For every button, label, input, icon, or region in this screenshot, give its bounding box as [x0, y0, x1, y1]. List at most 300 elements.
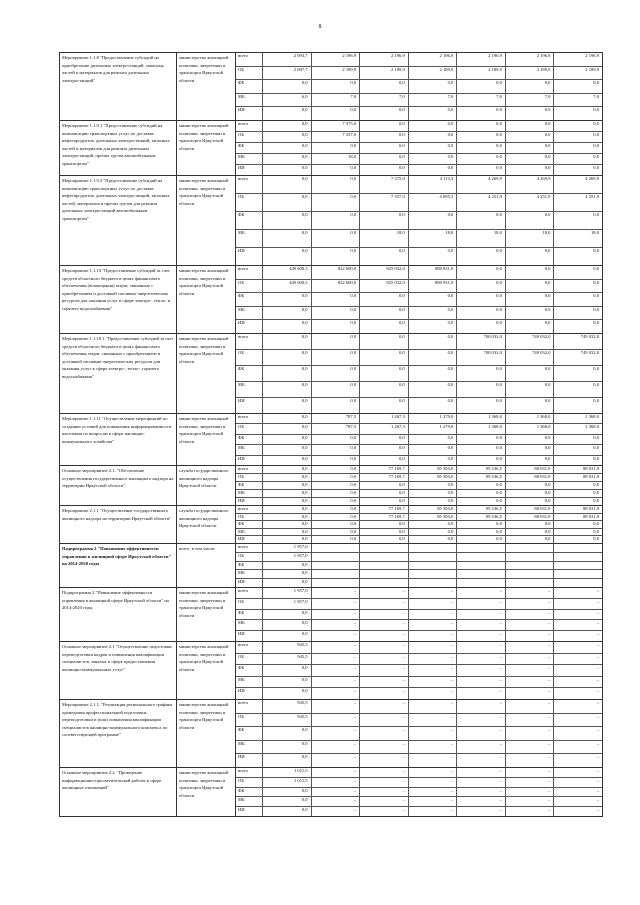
- amount-cell: 0,0: [506, 248, 555, 265]
- amount-cell: –: [506, 688, 555, 699]
- page-number: 8: [318, 24, 322, 30]
- amount-cell: 449 600,3: [263, 280, 312, 293]
- amount-cell: –: [506, 588, 555, 598]
- amount-cell: 1 368,0: [457, 424, 506, 433]
- amount-cell: 0,0: [457, 445, 506, 454]
- funding-row: [236, 80, 602, 94]
- funding-row: [236, 466, 602, 474]
- amount-cell: 0,0: [312, 80, 361, 93]
- amount-cell: –: [312, 778, 361, 787]
- amount-cell: 0,0: [409, 382, 458, 397]
- amount-cell: 7,0: [360, 94, 409, 107]
- amount-cell: 0,0: [506, 132, 555, 142]
- amount-cell: 0,0: [263, 688, 312, 699]
- amount-cell: –: [409, 797, 458, 806]
- amount-cell: 0,0: [263, 435, 312, 444]
- funding-source: ОБ: [236, 514, 263, 521]
- amount-cell: –: [312, 797, 361, 806]
- amount-cell: –: [409, 677, 458, 688]
- amount-cell: 7 357,0: [312, 132, 361, 142]
- funding-source: ФБ: [236, 610, 263, 620]
- amount-cell: 2 196,9: [585, 53, 600, 58]
- amount-cell: –: [506, 768, 555, 777]
- amount-cell: –: [596, 787, 600, 793]
- funding-source: всего: [236, 414, 263, 423]
- amount-cell: 0,0: [263, 631, 312, 641]
- amount-cell: 0,0: [263, 562, 312, 570]
- amount-cell: 0,0: [593, 279, 600, 285]
- funding-row: [236, 665, 602, 677]
- amount-cell: –: [506, 778, 555, 787]
- amount-cell: –: [360, 620, 409, 630]
- amount-cell: 0,0: [506, 366, 555, 381]
- amount-cell: 4 251,9: [506, 194, 555, 211]
- amount-cell: 1 279,0: [409, 424, 458, 433]
- amount-cell: 0,0: [360, 521, 409, 528]
- amount-cell: [360, 570, 409, 578]
- amount-cell: 0,0: [263, 474, 312, 481]
- amount-cell: 2 189,9: [585, 66, 600, 72]
- funding-row: [236, 797, 602, 807]
- funding-source: ИИ: [236, 688, 263, 699]
- funding-row: [236, 53, 602, 67]
- amount-cell: 0,0: [312, 248, 361, 265]
- amount-cell: 2 189,9: [506, 67, 555, 80]
- amount-cell: 0,0: [506, 490, 555, 497]
- amount-cell: 0,0: [263, 490, 312, 497]
- amount-cell: 0,0: [263, 741, 312, 754]
- amount-cell: –: [596, 631, 600, 637]
- amount-cell: –: [409, 778, 458, 787]
- amount-cell: 0,0: [409, 334, 458, 349]
- amount-cell: 7,0: [457, 94, 506, 107]
- amount-cell: –: [409, 788, 458, 797]
- amount-cell: –: [312, 768, 361, 777]
- amount-cell: 0,0: [312, 514, 361, 521]
- amount-cell: –: [360, 700, 409, 713]
- amount-cell: 0,0: [312, 350, 361, 365]
- amount-cell: [506, 553, 555, 561]
- funding-row: [236, 490, 602, 498]
- funding-row: [236, 768, 602, 778]
- amount-cell: 0,0: [506, 482, 555, 489]
- amount-cell: 0,0: [409, 529, 458, 536]
- amount-cell: 749 032,0: [506, 350, 555, 365]
- amount-cell: –: [360, 631, 409, 641]
- amount-cell: –: [596, 642, 600, 647]
- amount-cell: 749 032,0: [580, 334, 600, 339]
- measure-block: [59, 413, 603, 465]
- funding-source: ФБ: [236, 665, 263, 676]
- amount-cell: 0,0: [506, 456, 555, 465]
- amount-cell: [312, 579, 361, 587]
- amount-cell: 0,0: [263, 570, 312, 578]
- funding-row: [236, 398, 602, 413]
- measure-block: [59, 333, 603, 413]
- amount-cell: 18,0: [312, 154, 361, 164]
- amount-cell: 0,0: [593, 528, 600, 534]
- amount-cell: 1 368,0: [585, 414, 600, 419]
- funding-row: [236, 553, 602, 562]
- amount-cell: 0,0: [312, 506, 361, 513]
- amount-cell: 0,0: [593, 165, 600, 170]
- amount-cell: 2 196,9: [312, 53, 361, 66]
- amount-cell: 825 032,0: [360, 280, 409, 293]
- amount-cell: 0,0: [506, 320, 555, 333]
- amount-cell: 7,0: [409, 94, 458, 107]
- amount-cell: 0,0: [409, 320, 458, 333]
- amount-cell: 77 169,7: [360, 506, 409, 513]
- amount-cell: –: [409, 654, 458, 665]
- amount-cell: –: [312, 677, 361, 688]
- amount-cell: 0,0: [263, 514, 312, 521]
- amount-cell: 0,0: [506, 521, 555, 528]
- amount-cell: 700 032,0: [457, 334, 506, 349]
- amount-cell: 0,0: [457, 536, 506, 543]
- funding-row: [236, 107, 602, 120]
- amount-cell: 0,0: [409, 482, 458, 489]
- amount-cell: 0,0: [263, 382, 312, 397]
- amount-cell: 0,0: [263, 366, 312, 381]
- amount-cell: 88 031,9: [582, 506, 600, 511]
- amount-cell: 0,0: [409, 398, 458, 413]
- amount-cell: 4 095,3: [409, 194, 458, 211]
- amount-cell: 0,0: [409, 490, 458, 497]
- amount-cell: 0,0: [593, 306, 600, 312]
- amount-cell: 6,0: [263, 94, 312, 107]
- amount-cell: 0,0: [312, 398, 361, 413]
- amount-cell: –: [506, 807, 555, 816]
- funding-row: [236, 132, 602, 143]
- amount-cell: 0,0: [457, 293, 506, 306]
- funding-row: [236, 506, 602, 514]
- amount-cell: 0,0: [312, 230, 361, 247]
- measure-block: [59, 767, 603, 817]
- amount-cell: 2 196,9: [506, 53, 555, 66]
- amount-cell: 4 269,9: [585, 176, 600, 181]
- responsible-executor: министерство жилищной политики, энергетики и транспорта Иркутской области: [177, 266, 236, 333]
- funding-source: ФБ: [236, 521, 263, 528]
- amount-cell: –: [457, 768, 506, 777]
- amount-cell: 0,0: [457, 398, 506, 413]
- amount-cell: 85 393,0: [409, 474, 458, 481]
- amount-cell: –: [360, 807, 409, 816]
- amount-cell: 0,0: [263, 807, 312, 816]
- funding-row: [236, 754, 602, 767]
- amount-cell: –: [360, 677, 409, 688]
- funding-source: всего: [236, 544, 263, 552]
- amount-cell: –: [457, 677, 506, 688]
- funding-row: [236, 212, 602, 230]
- amount-cell: 0,0: [593, 293, 600, 299]
- amount-cell: –: [409, 727, 458, 740]
- amount-cell: [554, 562, 602, 570]
- amount-cell: 0,0: [593, 212, 600, 217]
- amount-cell: –: [312, 642, 361, 653]
- amount-cell: 822 600,0: [312, 280, 361, 293]
- amount-cell: 4 269,9: [506, 176, 555, 193]
- amount-cell: 0,0: [312, 498, 361, 505]
- amount-cell: –: [457, 688, 506, 699]
- amount-cell: 0,0: [457, 107, 506, 120]
- amount-cell: [312, 562, 361, 570]
- amount-cell: 449 600,3: [263, 266, 312, 279]
- amount-cell: 18,0: [457, 230, 506, 247]
- amount-cell: 888 931,9: [409, 266, 458, 279]
- amount-cell: 0,0: [506, 398, 555, 413]
- amount-cell: 0,0: [506, 107, 555, 120]
- amount-cell: –: [506, 665, 555, 676]
- funding-row: [236, 248, 602, 265]
- amount-cell: 0,0: [457, 154, 506, 164]
- funding-row: [236, 588, 602, 599]
- amount-cell: –: [409, 768, 458, 777]
- amount-cell: 700 032,0: [457, 350, 506, 365]
- amount-cell: 0,0: [457, 80, 506, 93]
- amount-cell: [457, 570, 506, 578]
- amount-cell: –: [457, 727, 506, 740]
- amount-cell: 0,0: [312, 456, 361, 465]
- amount-cell: 0,0: [312, 307, 361, 320]
- amount-cell: 99 536,5: [457, 474, 506, 481]
- amount-cell: 0,0: [312, 536, 361, 543]
- amount-cell: –: [409, 610, 458, 620]
- funding-source: ИИ: [236, 107, 263, 120]
- amount-cell: 0,0: [506, 435, 555, 444]
- amount-cell: 0,0: [360, 143, 409, 153]
- amount-cell: 85 393,0: [409, 506, 458, 513]
- funding-row: [236, 620, 602, 631]
- amount-cell: 0,0: [593, 434, 600, 440]
- amount-cell: 0,0: [360, 536, 409, 543]
- amount-cell: 0,0: [360, 529, 409, 536]
- amount-cell: 7 375,0: [312, 121, 361, 131]
- funding-row: [236, 266, 602, 280]
- amount-cell: 0,0: [457, 320, 506, 333]
- amount-cell: –: [409, 754, 458, 767]
- amount-cell: –: [596, 676, 600, 682]
- amount-cell: –: [506, 788, 555, 797]
- funding-row: [236, 642, 602, 654]
- amount-cell: 0,0: [506, 212, 555, 229]
- responsible-executor: министерство жилищной политики, энергетики и транспорта Иркутской области: [177, 642, 236, 699]
- amount-cell: 0,0: [263, 80, 312, 93]
- funding-row: [236, 579, 602, 587]
- amount-cell: [457, 562, 506, 570]
- funding-source: ФБ: [236, 727, 263, 740]
- amount-cell: 7 357,0: [360, 194, 409, 211]
- amount-cell: –: [596, 740, 600, 746]
- funding-row: [236, 700, 602, 714]
- amount-cell: 2 189,9: [409, 67, 458, 80]
- amount-cell: 2 189,9: [360, 67, 409, 80]
- funding-row: [236, 570, 602, 579]
- amount-cell: 0,0: [457, 248, 506, 265]
- amount-cell: 0,0: [360, 293, 409, 306]
- amount-cell: 0,0: [263, 132, 312, 142]
- amount-cell: [457, 579, 506, 587]
- amount-cell: 825 032,0: [360, 266, 409, 279]
- amount-cell: –: [506, 797, 555, 806]
- amount-cell: 0,0: [312, 529, 361, 536]
- amount-cell: 0,0: [409, 132, 458, 142]
- funding-source: всего: [236, 768, 263, 777]
- amount-cell: 7 375,0: [360, 176, 409, 193]
- amount-cell: 0,0: [409, 212, 458, 229]
- amount-cell: 0,0: [593, 498, 600, 503]
- responsible-executor: министерство жилищной политики, энергетики и транспорта Иркутской области: [177, 700, 236, 767]
- amount-cell: 0,0: [593, 266, 600, 271]
- amount-cell: –: [360, 714, 409, 727]
- amount-cell: [409, 570, 458, 578]
- amount-cell: –: [360, 788, 409, 797]
- funding-source: ИИ: [236, 320, 263, 333]
- amount-cell: 0,0: [312, 482, 361, 489]
- amount-cell: 4 251,9: [457, 194, 506, 211]
- amount-cell: 787,5: [312, 414, 361, 423]
- funding-row: [236, 631, 602, 641]
- amount-cell: 0,0: [457, 307, 506, 320]
- funding-source: ОБ: [236, 194, 263, 211]
- amount-cell: –: [457, 797, 506, 806]
- amount-cell: 787,5: [312, 424, 361, 433]
- amount-cell: 0,0: [593, 536, 600, 542]
- funding-source: ФБ: [236, 562, 263, 570]
- funding-row: [236, 677, 602, 689]
- amount-cell: –: [457, 631, 506, 641]
- amount-cell: 1 011,5: [263, 778, 312, 787]
- amount-cell: 0,0: [312, 212, 361, 229]
- amount-cell: 0,0: [263, 424, 312, 433]
- funding-row: [236, 414, 602, 424]
- amount-cell: 0,0: [360, 366, 409, 381]
- funding-source: всего: [236, 266, 263, 279]
- funding-source: всего: [236, 642, 263, 653]
- amount-cell: –: [312, 727, 361, 740]
- amount-cell: 0,0: [360, 132, 409, 142]
- amount-cell: –: [506, 754, 555, 767]
- funding-row: [236, 366, 602, 382]
- funding-source: ИИ: [236, 631, 263, 641]
- amount-cell: 0,0: [506, 280, 555, 293]
- amount-cell: –: [312, 665, 361, 676]
- measure-block: [59, 52, 603, 120]
- amount-cell: 18,0: [360, 230, 409, 247]
- amount-cell: 0,0: [263, 143, 312, 153]
- funding-source: ОБ: [236, 599, 263, 609]
- funding-source: ОБ: [236, 714, 263, 727]
- amount-cell: 0,0: [263, 482, 312, 489]
- amount-cell: [506, 544, 555, 552]
- amount-cell: –: [596, 588, 600, 593]
- amount-cell: 0,0: [360, 398, 409, 413]
- funding-source: ОБ: [236, 280, 263, 293]
- amount-cell: –: [360, 642, 409, 653]
- measure-title: Основное мероприятие 2.2. "Проведение информационно-просветительской работы в сфере жилищных отношений": [59, 768, 177, 816]
- amount-cell: –: [457, 588, 506, 598]
- amount-cell: 0,0: [593, 382, 600, 387]
- amount-cell: 0,0: [263, 320, 312, 333]
- funding-row: [236, 194, 602, 212]
- amount-cell: 0,0: [312, 445, 361, 454]
- funding-row: [236, 456, 602, 465]
- measure-block: [59, 543, 603, 587]
- funding-source: ОБ: [236, 474, 263, 481]
- funding-row: [236, 610, 602, 621]
- amount-cell: 0,0: [409, 293, 458, 306]
- amount-cell: 0,0: [263, 498, 312, 505]
- amount-cell: –: [457, 665, 506, 676]
- amount-cell: 0,0: [263, 754, 312, 767]
- funding-source: МБ: [236, 154, 263, 164]
- funding-row: [236, 435, 602, 445]
- funding-source: всего: [236, 506, 263, 513]
- amount-cell: 0,0: [312, 194, 361, 211]
- amount-cell: 0,0: [593, 398, 600, 403]
- responsible-executor: министерство жилищной политики, энергетики и транспорта Иркутской области: [177, 414, 236, 465]
- amount-cell: –: [312, 788, 361, 797]
- amount-cell: 0,0: [360, 212, 409, 229]
- funding-row: [236, 498, 602, 505]
- funding-source: ФБ: [236, 366, 263, 381]
- measure-block: [59, 641, 603, 699]
- amount-cell: [409, 579, 458, 587]
- measure-title: Подпрограмма 2 "Повышение эффективности управления в жилищной сфере Иркутской области" на 2014-2020 годы: [59, 544, 177, 587]
- amount-cell: 0,0: [312, 176, 361, 193]
- amount-cell: 0,0: [360, 490, 409, 497]
- amount-cell: [457, 553, 506, 561]
- amount-cell: [554, 544, 602, 552]
- funding-row: [236, 293, 602, 307]
- responsible-executor: министерство жилищной политики, энергетики и транспорта Иркутской области: [177, 588, 236, 641]
- funding-row: [236, 143, 602, 154]
- amount-cell: 18,0: [591, 230, 600, 235]
- amount-cell: [554, 579, 602, 587]
- funding-source: МБ: [236, 570, 263, 578]
- amount-cell: 2 189,9: [312, 67, 361, 80]
- amount-cell: 0,0: [409, 107, 458, 120]
- amount-cell: –: [457, 599, 506, 609]
- amount-cell: 2 087,7: [263, 67, 312, 80]
- amount-cell: 0,0: [506, 529, 555, 536]
- amount-cell: 1 267,3: [360, 424, 409, 433]
- amount-cell: 4 113,3: [409, 176, 458, 193]
- amount-cell: 945,5: [263, 642, 312, 653]
- amount-cell: –: [409, 700, 458, 713]
- amount-cell: 2 196,9: [457, 53, 506, 66]
- amount-cell: 0,0: [457, 482, 506, 489]
- amount-cell: –: [409, 642, 458, 653]
- amount-cell: –: [360, 727, 409, 740]
- amount-cell: –: [506, 727, 555, 740]
- amount-cell: 0,0: [409, 536, 458, 543]
- amount-cell: –: [457, 754, 506, 767]
- amount-cell: –: [596, 727, 600, 733]
- amount-cell: –: [457, 714, 506, 727]
- amount-cell: 18,0: [506, 230, 555, 247]
- amount-cell: 0,0: [593, 320, 600, 326]
- amount-cell: 1 368,0: [506, 424, 555, 433]
- amount-cell: –: [360, 654, 409, 665]
- measure-title: Мероприятие 2.1.1. "Реализация регионального графика проведения профессиональной подготовки, переподготовки и (или) повышения квалификации специалистов жилищно-коммунального комплекса по соответствующей программе": [59, 700, 177, 767]
- amount-cell: –: [457, 807, 506, 816]
- amount-cell: –: [457, 610, 506, 620]
- amount-cell: 0,0: [312, 521, 361, 528]
- amount-cell: –: [409, 665, 458, 676]
- amount-cell: 0,0: [263, 121, 312, 131]
- amount-cell: 0,0: [312, 320, 361, 333]
- amount-cell: 0,0: [312, 490, 361, 497]
